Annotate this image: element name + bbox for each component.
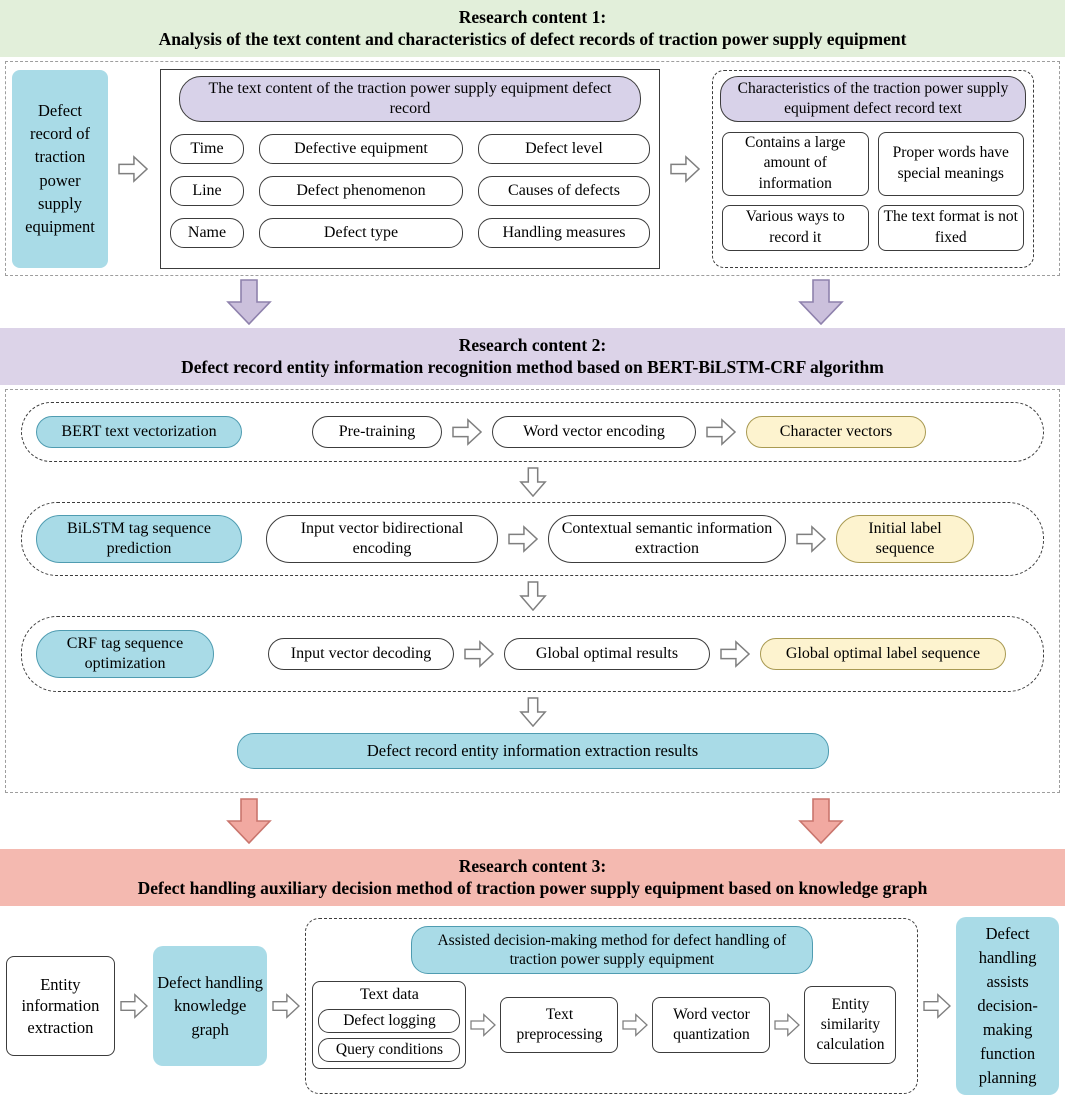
field-pill: Defect level <box>478 134 650 164</box>
knowledge-graph-box: Defect handling knowledge graph <box>153 946 268 1066</box>
method-row <box>312 981 911 1069</box>
red-down-arrow-icon <box>226 798 272 844</box>
method-step-box: Text preprocessing <box>500 997 618 1053</box>
step-pill: Input vector decoding <box>268 638 454 670</box>
flow-connector <box>6 467 1059 497</box>
query-conditions-pill: Query conditions <box>318 1038 460 1062</box>
arrow-right-icon <box>774 1013 800 1037</box>
step-pill: Pre-training <box>312 416 442 448</box>
field-pill: Defect phenomenon <box>259 176 463 206</box>
arrow-right-icon <box>796 525 826 553</box>
section3-header <box>0 849 1065 906</box>
section2-header <box>0 328 1065 385</box>
crf-label-pill: CRF tag sequence optimization <box>36 630 214 678</box>
result-pill: Initial label sequence <box>836 515 974 563</box>
arrow-down-icon <box>518 467 548 497</box>
characteristic-item: Proper words have special meanings <box>878 132 1025 196</box>
field-pill: Causes of defects <box>478 176 650 206</box>
defect-record-source-box: Defect record of traction power supply equipment <box>12 70 108 268</box>
arrow-right-icon <box>470 1013 496 1037</box>
arrow-right-icon <box>118 155 148 183</box>
section3-subtitle: Defect handling auxiliary decision method of traction power supply equipment based on knowledge graph <box>137 878 928 898</box>
bilstm-label-pill: BiLSTM tag sequence prediction <box>36 515 242 563</box>
text-data-box <box>312 981 466 1069</box>
step-pill: Contextual semantic information extraction <box>548 515 786 563</box>
arrow-right-icon <box>120 993 148 1019</box>
section2-body <box>5 389 1060 793</box>
characteristics-title: Characteristics of the traction power supply equipment defect record text <box>720 76 1026 122</box>
content-row <box>170 176 650 206</box>
arrow-right-icon <box>720 640 750 668</box>
arrow-down-icon <box>518 581 548 611</box>
field-pill: Name <box>170 218 244 248</box>
purple-down-arrow-icon <box>226 279 272 325</box>
text-content-box <box>160 69 660 269</box>
characteristics-grid <box>720 132 1026 251</box>
content-row <box>170 218 650 248</box>
arrow-right-icon <box>923 993 951 1019</box>
field-pill: Line <box>170 176 244 206</box>
method-title: Assisted decision-making method for defect handling of traction power supply equipment <box>411 926 813 974</box>
characteristic-item: Various ways to record it <box>722 205 869 251</box>
characteristics-box <box>712 70 1034 268</box>
characteristic-item: Contains a large amount of information <box>722 132 869 196</box>
field-pill: Defective equipment <box>259 134 463 164</box>
method-step-box: Entity similarity calculation <box>804 986 896 1064</box>
step-pill: Input vector bidirectional encoding <box>266 515 498 563</box>
section1-to-section2-connectors <box>0 276 1065 328</box>
crf-row <box>21 616 1044 692</box>
section1-subtitle: Analysis of the text content and characteristics of defect records of traction power supply equipment <box>158 29 907 49</box>
flow-connector <box>6 697 1059 727</box>
field-pill: Handling measures <box>478 218 650 248</box>
result-pill: Character vectors <box>746 416 926 448</box>
section1-header <box>0 0 1065 57</box>
step-pill: Global optimal results <box>504 638 710 670</box>
extraction-results-pill: Defect record entity information extraction results <box>237 733 829 769</box>
arrow-right-icon <box>670 155 700 183</box>
field-pill: Defect type <box>259 218 463 248</box>
section1-title: Research content 1: <box>458 7 607 27</box>
text-content-title: The text content of the traction power supply equipment defect record <box>179 76 641 122</box>
section2-title: Research content 2: <box>458 335 607 355</box>
red-down-arrow-icon <box>798 798 844 844</box>
arrow-right-icon <box>464 640 494 668</box>
result-pill: Global optimal label sequence <box>760 638 1006 670</box>
arrow-right-icon <box>622 1013 648 1037</box>
field-pill: Time <box>170 134 244 164</box>
entity-extraction-box: Entity information extraction <box>6 956 115 1056</box>
bert-label-pill: BERT text vectorization <box>36 416 242 448</box>
section3-title: Research content 3: <box>458 856 607 876</box>
arrow-right-icon <box>706 418 736 446</box>
defect-logging-pill: Defect logging <box>318 1009 460 1033</box>
arrow-right-icon <box>272 993 300 1019</box>
assisted-decision-method-box <box>305 918 918 1094</box>
purple-down-arrow-icon <box>798 279 844 325</box>
section2-subtitle: Defect record entity information recognition method based on BERT-BiLSTM-CRF algorithm <box>181 357 884 377</box>
method-step-box: Word vector quantization <box>652 997 770 1053</box>
bilstm-row <box>21 502 1044 576</box>
section3-body <box>0 906 1065 1106</box>
characteristic-item: The text format is not fixed <box>878 205 1025 251</box>
bert-row <box>21 402 1044 462</box>
arrow-down-icon <box>518 697 548 727</box>
function-planning-box: Defect handling assists decision-making function planning <box>956 917 1059 1095</box>
section2-to-section3-connectors <box>0 793 1065 849</box>
content-row <box>170 134 650 164</box>
arrow-right-icon <box>452 418 482 446</box>
text-data-label: Text data <box>360 986 419 1003</box>
section1-body <box>5 61 1060 276</box>
step-pill: Word vector encoding <box>492 416 696 448</box>
arrow-right-icon <box>508 525 538 553</box>
flow-connector <box>6 581 1059 611</box>
